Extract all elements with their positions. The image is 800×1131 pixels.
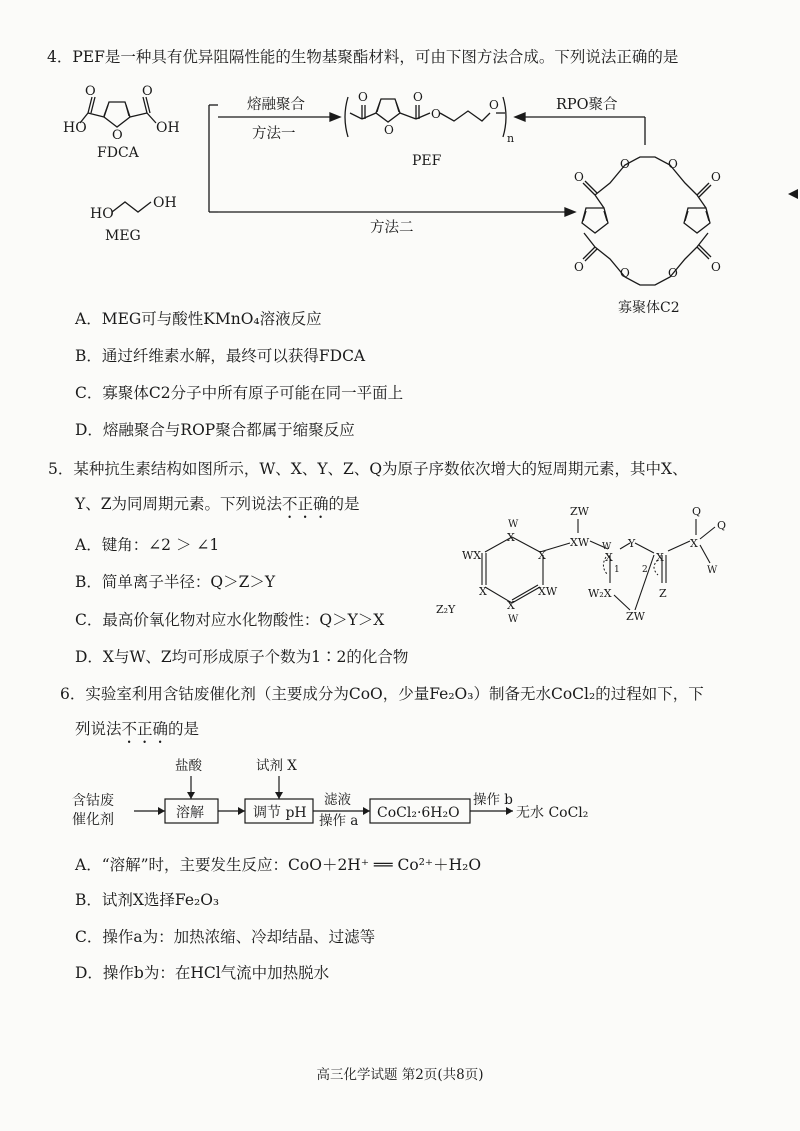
s5-y-mid: Y <box>628 537 636 550</box>
pef-o-3: O <box>431 107 441 121</box>
fdca-o-1: O <box>85 84 96 99</box>
fdca-oh-right: OH <box>156 120 180 136</box>
flow-filtrate: 滤液 <box>324 792 351 808</box>
s5-x-left-bottom: X <box>479 585 487 598</box>
pef-ring-o: O <box>384 123 394 137</box>
s5-x-top: X <box>507 531 515 544</box>
c2-o-6: O <box>620 266 630 280</box>
melt-polymerization-label: 熔融聚合 <box>247 97 305 113</box>
s5-q-right: Q <box>717 519 727 532</box>
c2-o-1: O <box>574 170 584 184</box>
q5-stem-line2: Y、Z为同周期元素。下列说法不正确的是 <box>75 495 360 513</box>
q4-option-d[interactable]: D．熔融聚合与ROP聚合都属于缩聚反应 <box>75 421 355 439</box>
fdca-label: FDCA <box>97 145 139 161</box>
q5-stem-line1: 5．某种抗生素结构如图所示，W、X、Y、Z、Q为原子序数依次增大的短周期元素，其中X、 <box>48 460 688 478</box>
q5-option-d[interactable]: D．X与W、Z均可形成原子个数为1∶2的化合物 <box>75 648 409 666</box>
s5-angle-1: 1 <box>614 565 620 575</box>
flow-operation-a: 操作 a <box>319 813 359 829</box>
flow-hydrate-box: CoCl₂·6H₂O <box>377 805 460 821</box>
q5-option-c[interactable]: C．最高价氧化物对应水化物酸性：Q＞Y＞X <box>75 611 385 629</box>
fdca-o-2: O <box>142 84 153 99</box>
pef-o-2: O <box>413 90 423 104</box>
method-two-label: 方法二 <box>370 220 414 236</box>
s5-w-top: W <box>508 519 519 530</box>
pef-o-1: O <box>358 90 368 104</box>
pef-n: n <box>507 132 515 145</box>
s5-xw-right: XW <box>538 585 558 598</box>
q4-option-c[interactable]: C．寡聚体C2分子中所有原子可能在同一平面上 <box>75 384 404 402</box>
q4-option-b[interactable]: B．通过纤维素水解，最终可以获得FDCA <box>75 347 366 365</box>
fdca-ring-o: O <box>112 128 123 143</box>
s5-z-bottom: Z <box>659 587 667 600</box>
q6-option-a[interactable]: A．“溶解”时，主要发生反应：CoO＋2H⁺ ══ Co²⁺＋H₂O <box>75 856 482 874</box>
flow-reagent-x: 试剂 X <box>256 758 297 774</box>
flow-dissolve-box: 溶解 <box>176 805 204 821</box>
q6-option-d[interactable]: D．操作b为：在HCl气流中加热脱水 <box>75 964 330 982</box>
q6-stem-line2: 列说法不正确的是 <box>75 720 200 738</box>
c2-o-7: O <box>668 266 678 280</box>
s5-w-far-right: W <box>707 565 718 576</box>
s5-x-right: X <box>656 551 664 564</box>
s5-zw-bottom: ZW <box>626 610 645 623</box>
q5-option-a[interactable]: A．键角：∠2 ＞ ∠1 <box>75 536 220 554</box>
pef-label: PEF <box>412 153 442 169</box>
flow-start-line2: 催化剂 <box>72 812 114 828</box>
flow-acid: 盐酸 <box>175 758 202 774</box>
s5-w2x: W₂X <box>588 587 612 600</box>
q5-option-b[interactable]: B．简单离子半径：Q＞Z＞Y <box>75 573 276 591</box>
c2-o-2: O <box>620 157 630 171</box>
c2-o-5: O <box>574 260 584 274</box>
s5-z2y: Z₂Y <box>436 603 456 616</box>
fdca-oh-left: HO <box>63 120 87 136</box>
c2-label: 寡聚体C2 <box>618 300 680 316</box>
s5-x-mid: X <box>605 551 613 564</box>
method-one-label: 方法一 <box>252 126 296 142</box>
c2-o-8: O <box>711 260 721 274</box>
edge-mark <box>786 188 800 200</box>
meg-ho: HO <box>90 206 114 222</box>
rpo-label: RPO聚合 <box>556 97 618 113</box>
meg-oh: OH <box>153 195 177 211</box>
q6-stem-line1: 6．实验室利用含钴废催化剂（主要成分为CoO，少量Fe₂O₃）制备无水CoCl₂的过程如下，下 <box>60 685 704 703</box>
c2-o-4: O <box>711 170 721 184</box>
s5-angle-2: 2 <box>642 565 648 575</box>
q6-option-b[interactable]: B．试剂X选择Fe₂O₃ <box>75 891 220 909</box>
s5-x-right-top: X <box>538 549 546 562</box>
s5-q-top: Q <box>692 505 702 518</box>
pef-o-4: O <box>489 98 499 112</box>
flow-operation-b: 操作 b <box>473 792 513 808</box>
s5-zw-top: ZW <box>570 505 589 518</box>
q4-stem: 4．PEF是一种具有优异阻隔性能的生物基聚酯材料，可由下图方法合成。下列说法正确的是 <box>47 48 679 66</box>
meg-label: MEG <box>105 228 141 244</box>
q6-flowchart <box>70 752 690 837</box>
q4-option-a[interactable]: A．MEG可与酸性KMnO₄溶液反应 <box>75 310 322 328</box>
c2-o-3: O <box>668 157 678 171</box>
flow-product: 无水 CoCl₂ <box>516 805 589 821</box>
s5-w-small: W <box>602 542 612 552</box>
q4-reaction-scheme <box>0 75 800 375</box>
flow-adjust-ph-box: 调节 pH <box>253 805 307 821</box>
s5-xw-center: XW <box>570 536 590 549</box>
s5-w-bottom: W <box>508 614 519 625</box>
q5-structure <box>430 505 760 635</box>
flow-start-line1: 含钴废 <box>72 793 114 809</box>
s5-x-bottom: X <box>507 599 515 612</box>
q6-option-c[interactable]: C．操作a为：加热浓缩、冷却结晶、过滤等 <box>75 928 376 946</box>
s5-wx-left: WX <box>462 549 482 562</box>
s5-x-far-right: X <box>690 537 698 550</box>
page-footer: 高三化学试题 第2页(共8页) <box>316 1067 484 1083</box>
